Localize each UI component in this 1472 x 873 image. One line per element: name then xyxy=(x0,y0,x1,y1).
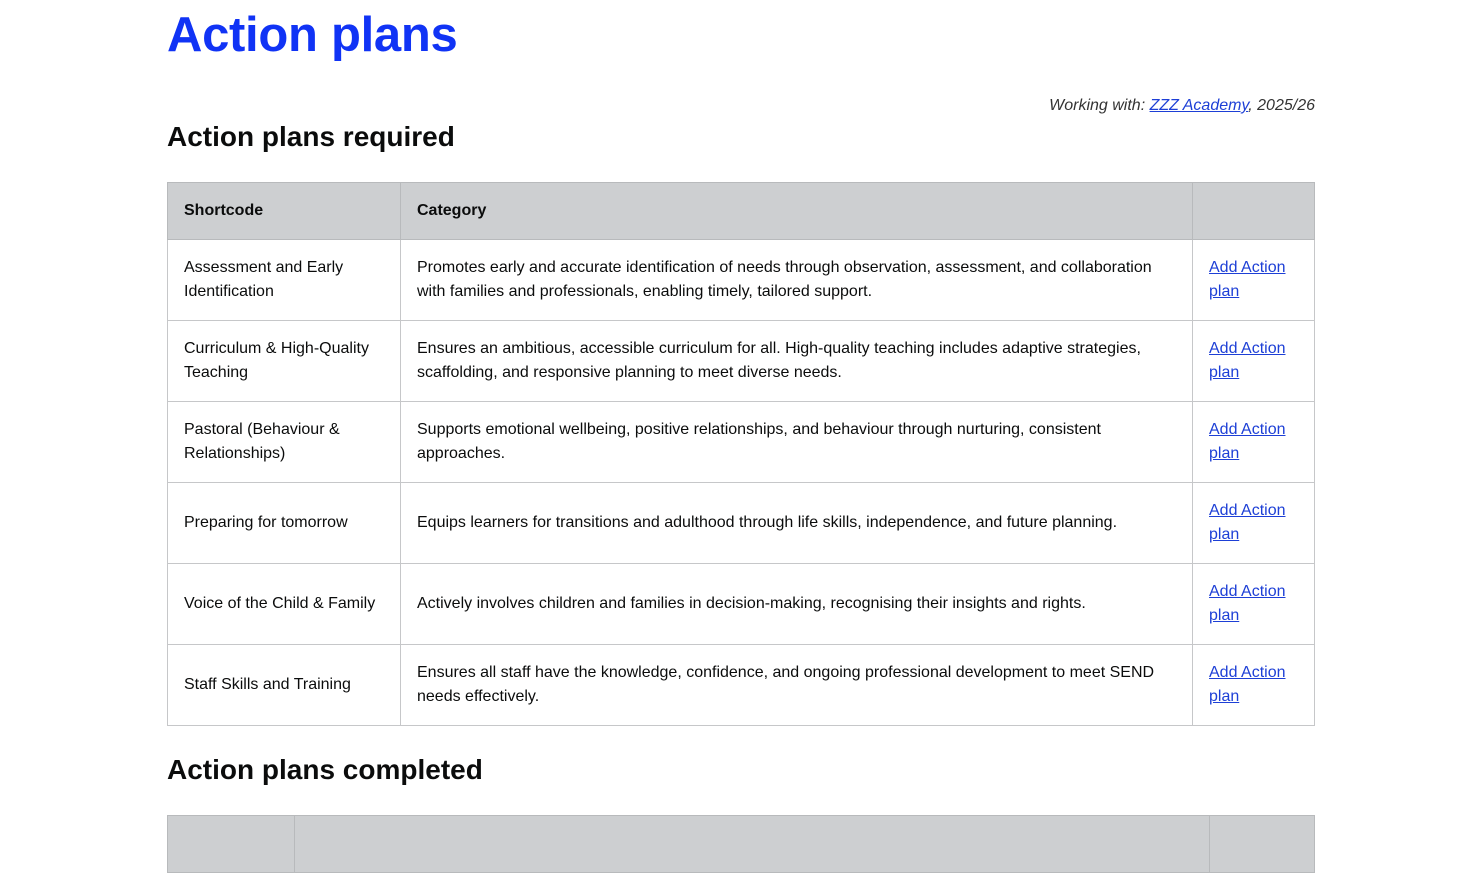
table-row xyxy=(168,402,1315,483)
table-header-row xyxy=(168,183,1315,240)
action-cell xyxy=(1193,402,1315,483)
main-content xyxy=(167,0,1315,785)
shortcode-cell: Voice of the Child & Family xyxy=(168,564,401,645)
column-header-shortcode: Shortcode xyxy=(168,183,401,240)
category-cell: Promotes early and accurate identification of needs through observation, assessment, and collaboration with families and professionals, enabling timely, tailored support. xyxy=(401,240,1193,321)
table-row xyxy=(168,321,1315,402)
completed-heading: Action plans completed xyxy=(167,754,483,785)
table-row xyxy=(168,645,1315,726)
completed-table xyxy=(167,815,1315,873)
column-header xyxy=(1210,816,1315,873)
shortcode-cell: Pastoral (Behaviour & Relationships) xyxy=(168,402,401,483)
table-header-row xyxy=(168,816,1315,873)
column-header xyxy=(168,816,295,873)
shortcode-cell: Preparing for tomorrow xyxy=(168,483,401,564)
column-header-action xyxy=(1193,183,1315,240)
required-table xyxy=(167,182,1315,726)
add-action-plan-link[interactable]: Add Action plan xyxy=(1209,340,1286,381)
add-action-plan-link[interactable]: Add Action plan xyxy=(1209,583,1286,624)
add-action-plan-link[interactable]: Add Action plan xyxy=(1209,664,1286,705)
add-action-plan-link[interactable]: Add Action plan xyxy=(1209,421,1286,462)
working-with-context xyxy=(1049,96,1315,116)
table-row xyxy=(168,240,1315,321)
action-cell xyxy=(1193,240,1315,321)
required-heading: Action plans required xyxy=(167,121,455,152)
add-action-plan-link[interactable]: Add Action plan xyxy=(1209,259,1286,300)
shortcode-cell: Staff Skills and Training xyxy=(168,645,401,726)
action-cell xyxy=(1193,645,1315,726)
shortcode-cell: Curriculum & High-Quality Teaching xyxy=(168,321,401,402)
page-title: Action plans xyxy=(167,8,458,62)
category-cell: Actively involves children and families in decision-making, recognising their insights and rights. xyxy=(401,564,1193,645)
organisation-link[interactable]: ZZZ Academy xyxy=(1149,97,1249,114)
shortcode-cell: Assessment and Early Identification xyxy=(168,240,401,321)
column-header xyxy=(295,816,1210,873)
category-cell: Equips learners for transitions and adulthood through life skills, independence, and future planning. xyxy=(401,483,1193,564)
action-cell xyxy=(1193,321,1315,402)
add-action-plan-link[interactable]: Add Action plan xyxy=(1209,502,1286,543)
category-cell: Ensures all staff have the knowledge, confidence, and ongoing professional development to meet SEND needs effectively. xyxy=(401,645,1193,726)
category-cell: Supports emotional wellbeing, positive relationships, and behaviour through nurturing, consistent approaches. xyxy=(401,402,1193,483)
working-with-label: Working with: xyxy=(1049,97,1150,114)
column-header-category: Category xyxy=(401,183,1193,240)
category-cell: Ensures an ambitious, accessible curriculum for all. High-quality teaching includes adaptive strategies, scaffolding, and responsive planning to meet diverse needs. xyxy=(401,321,1193,402)
table-row xyxy=(168,564,1315,645)
action-cell xyxy=(1193,564,1315,645)
table-row xyxy=(168,483,1315,564)
action-cell xyxy=(1193,483,1315,564)
academic-year: , 2025/26 xyxy=(1248,97,1315,114)
